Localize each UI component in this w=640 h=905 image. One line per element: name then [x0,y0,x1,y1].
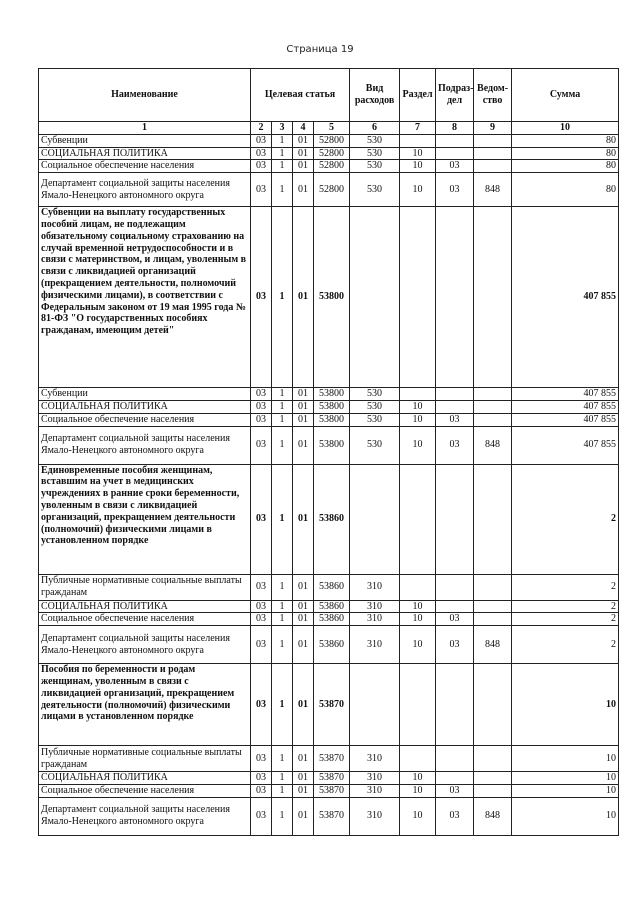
cell-amount: 10 [512,784,619,797]
row-name: Социальное обеспечение населения [39,784,251,797]
cell-c6: 310 [350,613,400,626]
cell-c7 [400,134,436,147]
table-row [39,797,619,835]
table-row [39,784,619,797]
cell-amount: 80 [512,173,619,207]
cell-c2: 03 [251,772,272,785]
page-number: Страница 19 [286,44,354,55]
cell-c7 [400,207,436,388]
cell-amount: 2 [512,613,619,626]
cell-c5: 53800 [314,207,350,388]
table-row-group [39,207,619,388]
table-row-group [39,464,619,574]
cell-c4: 01 [293,160,314,173]
table-row [39,600,619,613]
cell-c6: 310 [350,746,400,772]
row-name: Социальное обеспечение населения [39,160,251,173]
row-name: Субвенции на выплату государственных пособий лицам, не подлежащим обязательному социальному страхованию на случай временной нетрудоспособности и в связи с материнством, и лицам, уволенным в связи с ликвидацией организаций (прекращением деятельности, полномочий физическими лицами), в соответствии с Федеральным законом от 19 мая 1995 года № 81-ФЗ "О государственных пособиях гражданам, имеющим детей" [39,207,251,388]
cell-c3: 1 [272,160,293,173]
cell-c6: 530 [350,134,400,147]
cell-c9 [474,464,512,574]
cell-c5: 53800 [314,413,350,426]
table-row [39,388,619,401]
cell-c6: 530 [350,173,400,207]
cell-amount: 80 [512,147,619,160]
cell-c8 [436,574,474,600]
cell-c6: 310 [350,772,400,785]
cell-c5: 53800 [314,400,350,413]
cell-c3: 1 [272,772,293,785]
table-row [39,613,619,626]
cell-c6: 310 [350,600,400,613]
cell-c4: 01 [293,772,314,785]
cell-c2: 03 [251,388,272,401]
cell-c7: 10 [400,400,436,413]
cell-c4: 01 [293,134,314,147]
cell-c3: 1 [272,626,293,664]
cell-c8 [436,746,474,772]
cell-c6: 530 [350,400,400,413]
cell-c2: 03 [251,664,272,746]
cell-c8 [436,207,474,388]
cell-c9 [474,574,512,600]
row-name: Публичные нормативные социальные выплаты гражданам [39,574,251,600]
cell-amount: 407 855 [512,400,619,413]
column-number: 3 [272,122,293,135]
cell-c6: 530 [350,413,400,426]
cell-c2: 03 [251,160,272,173]
cell-c9 [474,134,512,147]
row-name: Департамент социальной защиты населения Ямало-Ненецкого автономного округа [39,797,251,835]
row-name: СОЦИАЛЬНАЯ ПОЛИТИКА [39,147,251,160]
cell-c7 [400,574,436,600]
cell-c5: 53800 [314,426,350,464]
cell-c3: 1 [272,600,293,613]
cell-c4: 01 [293,797,314,835]
cell-c7: 10 [400,797,436,835]
cell-c9 [474,207,512,388]
cell-amount: 407 855 [512,413,619,426]
cell-amount: 2 [512,574,619,600]
cell-c2: 03 [251,207,272,388]
table-row [39,160,619,173]
cell-c8 [436,464,474,574]
cell-c4: 01 [293,207,314,388]
row-name: Департамент социальной защиты населения Ямало-Ненецкого автономного округа [39,426,251,464]
cell-c6 [350,464,400,574]
cell-c9 [474,784,512,797]
cell-c4: 01 [293,746,314,772]
cell-c9 [474,772,512,785]
cell-c8: 03 [436,797,474,835]
table-row [39,173,619,207]
column-number: 7 [400,122,436,135]
cell-c3: 1 [272,147,293,160]
row-name: Субвенции [39,388,251,401]
cell-c4: 01 [293,426,314,464]
cell-c5: 52800 [314,173,350,207]
row-name: СОЦИАЛЬНАЯ ПОЛИТИКА [39,772,251,785]
cell-amount: 407 855 [512,426,619,464]
cell-c7: 10 [400,772,436,785]
cell-c2: 03 [251,413,272,426]
row-name: Социальное обеспечение населения [39,413,251,426]
cell-c5: 53860 [314,613,350,626]
cell-c7: 10 [400,626,436,664]
column-number-row [39,122,619,135]
table-row [39,772,619,785]
cell-amount: 2 [512,464,619,574]
cell-c8 [436,600,474,613]
cell-c5: 53800 [314,388,350,401]
row-name: Пособия по беременности и родам женщинам, уволенным в связи с ликвидацией организаций, прекращением деятельности (полномочий) физическими лицами в установленном порядке [39,664,251,746]
cell-c4: 01 [293,413,314,426]
cell-c5: 53860 [314,574,350,600]
column-number: 10 [512,122,619,135]
cell-c7 [400,746,436,772]
cell-c2: 03 [251,746,272,772]
cell-c6 [350,207,400,388]
cell-c8 [436,772,474,785]
cell-c7 [400,464,436,574]
cell-c8 [436,664,474,746]
cell-c3: 1 [272,400,293,413]
cell-c6: 310 [350,784,400,797]
cell-c5: 53860 [314,626,350,664]
cell-c6: 310 [350,797,400,835]
cell-c9 [474,160,512,173]
cell-c7: 10 [400,147,436,160]
cell-c3: 1 [272,464,293,574]
cell-c6 [350,664,400,746]
row-name: Единовременные пособия женщинам, вставшим на учет в медицинских учреждениях в ранние сроки беременности, уволенным в связи с ликвидацией организаций, прекращением деятельности (полномочий) физическими лицами в установленном порядке [39,464,251,574]
cell-c2: 03 [251,173,272,207]
cell-c4: 01 [293,574,314,600]
cell-c6: 530 [350,160,400,173]
cell-c8 [436,400,474,413]
cell-amount: 80 [512,134,619,147]
cell-c2: 03 [251,426,272,464]
cell-c9: 848 [474,797,512,835]
cell-c4: 01 [293,388,314,401]
table-row [39,147,619,160]
row-name: Субвенции [39,134,251,147]
cell-c7: 10 [400,413,436,426]
column-number: 2 [251,122,272,135]
cell-c8: 03 [436,613,474,626]
cell-c5: 52800 [314,147,350,160]
cell-c3: 1 [272,574,293,600]
cell-c7: 10 [400,426,436,464]
cell-c2: 03 [251,147,272,160]
cell-c3: 1 [272,426,293,464]
row-name: СОЦИАЛЬНАЯ ПОЛИТИКА [39,400,251,413]
column-number: 6 [350,122,400,135]
cell-amount: 10 [512,797,619,835]
cell-c8 [436,147,474,160]
cell-amount: 10 [512,772,619,785]
cell-c7: 10 [400,160,436,173]
cell-amount: 80 [512,160,619,173]
header-name: Наименование [39,69,251,122]
table-row [39,626,619,664]
cell-c5: 53870 [314,772,350,785]
cell-c7: 10 [400,613,436,626]
column-number: 5 [314,122,350,135]
cell-c2: 03 [251,784,272,797]
cell-c4: 01 [293,400,314,413]
row-name: Публичные нормативные социальные выплаты гражданам [39,746,251,772]
cell-c9 [474,600,512,613]
cell-c3: 1 [272,797,293,835]
row-name: Социальное обеспечение населения [39,613,251,626]
column-number: 4 [293,122,314,135]
row-name: Департамент социальной защиты населения Ямало-Ненецкого автономного округа [39,626,251,664]
cell-c4: 01 [293,784,314,797]
cell-c4: 01 [293,600,314,613]
cell-c2: 03 [251,134,272,147]
cell-c4: 01 [293,464,314,574]
cell-c2: 03 [251,600,272,613]
cell-c4: 01 [293,664,314,746]
cell-c8: 03 [436,626,474,664]
table-row [39,574,619,600]
cell-c5: 53870 [314,797,350,835]
cell-c5: 52800 [314,160,350,173]
cell-c4: 01 [293,626,314,664]
cell-c5: 53870 [314,664,350,746]
header-amount: Сумма [512,69,619,122]
cell-c7 [400,664,436,746]
cell-c3: 1 [272,664,293,746]
cell-c6: 310 [350,626,400,664]
cell-c2: 03 [251,626,272,664]
cell-c9: 848 [474,173,512,207]
cell-c7: 10 [400,173,436,207]
header-target-article: Целевая статья [251,69,350,122]
table-row [39,746,619,772]
cell-c8 [436,388,474,401]
cell-c3: 1 [272,613,293,626]
cell-c9 [474,413,512,426]
cell-c3: 1 [272,173,293,207]
cell-c9 [474,664,512,746]
cell-amount: 407 855 [512,388,619,401]
row-name: Департамент социальной защиты населения Ямало-Ненецкого автономного округа [39,173,251,207]
cell-c9 [474,388,512,401]
cell-c2: 03 [251,574,272,600]
cell-c9 [474,400,512,413]
cell-c9: 848 [474,426,512,464]
column-number: 9 [474,122,512,135]
cell-c6: 530 [350,388,400,401]
cell-c8: 03 [436,413,474,426]
cell-c4: 01 [293,613,314,626]
cell-amount: 10 [512,664,619,746]
cell-c4: 01 [293,147,314,160]
cell-amount: 2 [512,600,619,613]
cell-c8: 03 [436,784,474,797]
cell-amount: 10 [512,746,619,772]
cell-c6: 310 [350,574,400,600]
cell-amount: 2 [512,626,619,664]
cell-c3: 1 [272,134,293,147]
cell-c3: 1 [272,413,293,426]
header-subsection: Подраз-дел [436,69,474,122]
cell-c7: 10 [400,600,436,613]
table-row [39,413,619,426]
budget-table [38,68,619,836]
cell-c2: 03 [251,613,272,626]
cell-c5: 53870 [314,784,350,797]
cell-c7 [400,388,436,401]
cell-c5: 53860 [314,600,350,613]
column-number: 8 [436,122,474,135]
cell-amount: 407 855 [512,207,619,388]
table-row [39,134,619,147]
cell-c8: 03 [436,160,474,173]
header-section: Раздел [400,69,436,122]
cell-c9 [474,613,512,626]
cell-c9 [474,746,512,772]
cell-c2: 03 [251,400,272,413]
cell-c5: 53870 [314,746,350,772]
cell-c8: 03 [436,426,474,464]
table-row [39,426,619,464]
column-number: 1 [39,122,251,135]
table-row [39,400,619,413]
table-row-group [39,664,619,746]
cell-c3: 1 [272,388,293,401]
cell-c2: 03 [251,797,272,835]
cell-c9 [474,147,512,160]
cell-c6: 530 [350,147,400,160]
cell-c3: 1 [272,784,293,797]
cell-c8: 03 [436,173,474,207]
cell-c9: 848 [474,626,512,664]
header-expense-type: Вид расходов [350,69,400,122]
header-department: Ведом-ство [474,69,512,122]
cell-c8 [436,134,474,147]
cell-c5: 52800 [314,134,350,147]
cell-c3: 1 [272,207,293,388]
row-name: СОЦИАЛЬНАЯ ПОЛИТИКА [39,600,251,613]
cell-c5: 53860 [314,464,350,574]
cell-c2: 03 [251,464,272,574]
column-header-row [39,69,619,122]
cell-c7: 10 [400,784,436,797]
cell-c6: 530 [350,426,400,464]
cell-c4: 01 [293,173,314,207]
cell-c3: 1 [272,746,293,772]
